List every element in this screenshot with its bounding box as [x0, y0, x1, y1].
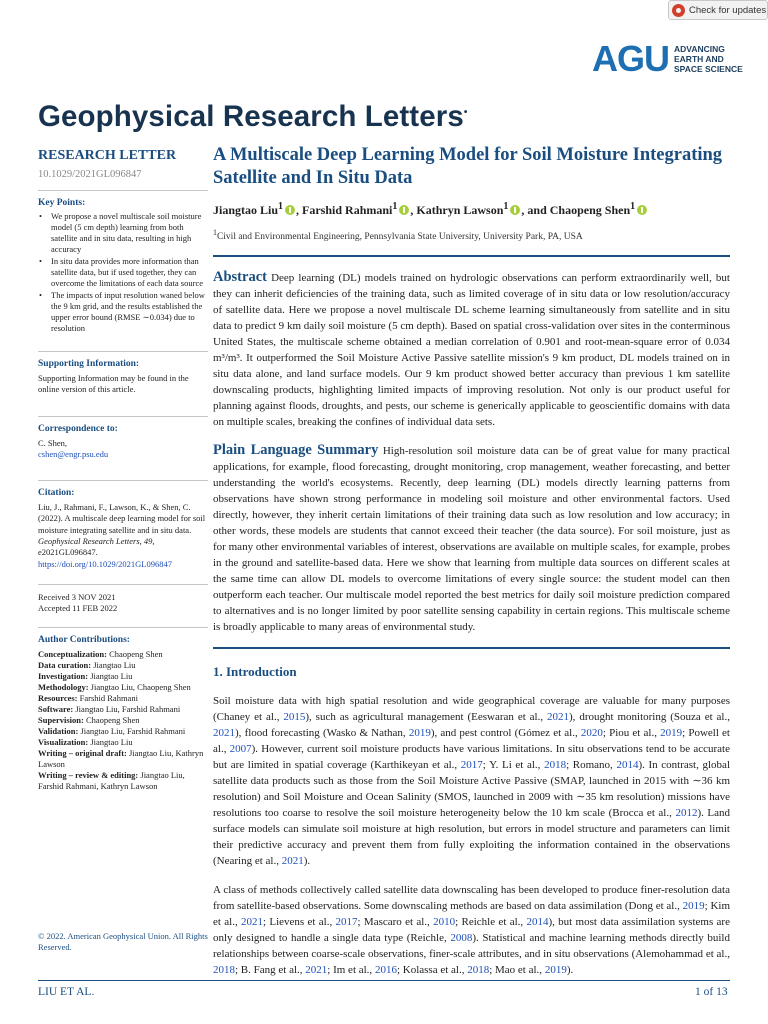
- contribution-names: Chaopeng Shen: [83, 714, 140, 725]
- author-affiliation-marker: 1: [630, 201, 636, 212]
- plain-language-summary: [213, 442, 730, 635]
- paragraph-text: ), such as agricultural management (Eeswaran et al.,: [305, 711, 548, 724]
- header-rule: [213, 255, 730, 257]
- paragraph-text: ; Mao et al.,: [489, 964, 545, 977]
- abstract: [213, 269, 730, 430]
- page-number: 1 of 13: [695, 986, 728, 998]
- paragraph-text: ; Reichle et al.,: [455, 916, 527, 929]
- author-affiliation-marker: 1: [278, 201, 284, 212]
- author-contributions-heading: Author Contributions:: [38, 627, 208, 645]
- orcid-icon[interactable]: [637, 205, 647, 215]
- intro-paragraph-1: [213, 693, 730, 869]
- contribution-role: Software:: [38, 703, 74, 714]
- received-date: Received 3 NOV 2021: [38, 591, 116, 602]
- paragraph-text: ; Kim et al.,: [213, 900, 730, 929]
- contribution-names: Jiangtao Liu, Farshid Rahmani: [73, 703, 181, 714]
- supporting-info-heading: Supporting Information:: [38, 351, 208, 369]
- reference-link[interactable]: 2007: [229, 743, 252, 756]
- article-title: A Multiscale Deep Learning Model for Soil Moisture Integrating Satellite and In Situ Data: [213, 145, 723, 188]
- reference-link[interactable]: 2021: [241, 916, 264, 929]
- key-point: • We propose a novel multiscale soil moisture model (5 cm depth) learning from both satellite and in situ data, resulting in high accuracy: [38, 211, 208, 255]
- key-point: • The impacts of input resolution waned below the 9 km grid, and the results established the upper error bound (RMSE ∼0.034) due to resolution: [38, 290, 208, 334]
- citation-doi-link[interactable]: https://doi.org/10.1029/2021GL096847: [38, 558, 172, 569]
- pls-label: Plain Language Summary: [213, 442, 379, 459]
- paragraph-text: ; Powell et al.,: [213, 727, 730, 756]
- orcid-icon[interactable]: [399, 205, 409, 215]
- author-separator: ,: [296, 203, 303, 217]
- contribution-item: [38, 671, 208, 682]
- reference-link[interactable]: 2018: [467, 964, 490, 977]
- contribution-item: [38, 693, 208, 704]
- section-rule: [213, 647, 730, 649]
- paragraph-text: ).: [303, 855, 311, 868]
- abstract-label: Abstract: [213, 269, 267, 286]
- reference-link[interactable]: 2014: [526, 916, 549, 929]
- author-affiliation-marker: 1: [392, 201, 398, 212]
- author-name: Kathryn Lawson: [416, 203, 504, 217]
- paragraph-text: ), drought monitoring (Souza et al.,: [569, 711, 730, 724]
- contribution-role: Investigation:: [38, 670, 89, 681]
- footer-rule: [38, 980, 730, 981]
- affiliation: $^1$Civil and Environmental Engineering, Pennsylvania State University, University Park, PA, USA: [213, 228, 583, 243]
- pls-text: High-resolution soil moisture data can be of great value for many practical applications, for example, flood forecasting, drought monitoring, crop management, weather forecasting, and better understanding the world's ecosystems. Recently, deep learning (DL) models directly learning patterns from observations have shown strong performance in modeling soil moisture and other environmental factors. Used directly, however, they inherit certain limitations of their training data such as low resolution and low accuracy; in other words, these models are students that cannot exceed their teacher (the data source). For soil moisture, just as for many other environmental variables of interest, observations are available on multiple scales, for example, probes in the ground and satellite-based data. Here we show that learning from multiple data sources on different scales at the same time can allow DL models to overcome limitations of every single source: the student model can then outperform each teacher. Our multiscale model reported the best metrics for daily soil moisture prediction compared to alternatives and is no longer limited by poor satellite sensing capability in certain regions. This multiscale scheme is broadly applicable to many areas of environmental study.: [213, 445, 731, 634]
- citation-text: Liu, J., Rahmani, F., Lawson, K., & Shen, C. (2022). A multiscale deep learning model for soil moisture integrating satellite and in situ data. Geophysical Research Letters, 49, e2021GL096847. https://doi.org/10.1029/2021GL096847: [38, 502, 206, 569]
- author-name: Jiangtao Liu: [213, 203, 279, 217]
- reference-link[interactable]: 2010: [433, 916, 456, 929]
- paragraph-text: ), but most data assimilation systems are only designed to handle a single data type (Reichle,: [213, 916, 730, 945]
- reference-link[interactable]: 2021: [305, 964, 328, 977]
- check-for-updates-label: Check for updates: [689, 4, 767, 16]
- paragraph-text: ; Im et al.,: [327, 964, 375, 977]
- contribution-names: Jiangtao Liu: [88, 670, 133, 681]
- doi[interactable]: 10.1029/2021GL096847: [38, 169, 142, 180]
- author-separator: ,: [410, 203, 417, 217]
- correspondence-heading: Correspondence to:: [38, 416, 208, 434]
- paragraph-text: ). In contrast, global satellite data products such as those from the Soil Moisture Active Passive (SMAP, launched in 2015 with ∼36 km resolution) and Soil Moisture and Ocean Salinity (SMOS, launched in 2009 with ∼35 km resolution) missions have resolutions too coarse to resolve the soil moisture heterogeneity below the 10 km scale (Brocca et al.,: [213, 759, 730, 820]
- reference-link[interactable]: 2018: [544, 759, 567, 772]
- paragraph-text: ; Romano,: [566, 759, 617, 772]
- check-for-updates-button[interactable]: [668, 0, 768, 20]
- contribution-item: [38, 737, 208, 748]
- crossmark-icon: [672, 4, 685, 17]
- contribution-names: Chaopeng Shen: [106, 648, 163, 659]
- contribution-names: Jiangtao Liu, Farshid Rahmani: [78, 725, 186, 736]
- intro-paragraph-2: [213, 882, 730, 978]
- paragraph-text: ; Kolassa et al.,: [396, 964, 468, 977]
- author-affiliation-marker: 1: [503, 201, 509, 212]
- reference-link[interactable]: 2018: [213, 964, 235, 977]
- contribution-item: [38, 715, 208, 726]
- introduction-heading: 1. Introduction: [213, 664, 297, 680]
- contribution-role: Validation:: [38, 725, 79, 736]
- reference-link[interactable]: 2017: [335, 916, 358, 929]
- reference-link[interactable]: 2019: [660, 727, 683, 740]
- paragraph-text: ), and pest control (Gómez et al.,: [430, 727, 581, 740]
- paragraph-text: ; Mascaro et al.,: [357, 916, 434, 929]
- orcid-icon[interactable]: [285, 205, 295, 215]
- agu-logo: [592, 38, 743, 79]
- sidebar: [38, 148, 208, 792]
- contribution-item: [38, 748, 208, 770]
- correspondence-email-link[interactable]: cshen@engr.psu.edu: [38, 448, 109, 459]
- reference-link[interactable]: 2016: [374, 964, 397, 977]
- citation-heading: Citation:: [38, 480, 208, 498]
- paragraph-text: ; Y. Li et al.,: [482, 759, 545, 772]
- journal-title: Geophysical Research Letters•: [38, 100, 468, 133]
- key-points-list: [38, 211, 208, 334]
- contribution-names: Jiangtao Liu: [88, 736, 133, 747]
- abstract-text: Deep learning (DL) models trained on hydrologic observations can perform extraordinarily well, but they can inherit deficiencies of the training data, such as limited coverage of in situ data or low resolution/accuracy of satellite data. Here we propose a novel multiscale DL scheme learning simultaneously from satellite and in situ data to predict 9 km daily soil moisture (5 cm depth). Based on spatial cross-validation over sites in the conterminous United States, the multiscale scheme obtained a median correlation of 0.901 and root-mean-square error of 0.034 m³/m³. It outperformed the Soil Moisture Active Passive satellite mission's 9 km product, DL models trained on in situ data alone, and land surface models. Our 9 km product showed better accuracy than previous 1 km satellite downscaling products, highlighting limited impacts of improving resolution. Not only is our product useful for planning against floods, droughts, and pests, our scheme is generically applicable to geoscientific domains with data on multiple scales, breaking the confines of individual data sets.: [213, 272, 730, 429]
- key-point: • In situ data provides more information than satellite data, but if used together, they can overcome the limitations of each data source: [38, 256, 208, 289]
- contribution-names: Jiangtao Liu, Kathryn Lawson: [38, 747, 204, 769]
- paragraph-text: Soil moisture data with high spatial resolution and wide geographical coverage are valuable for many purposes (Chaney et al.,: [213, 695, 730, 724]
- paragraph-text: ). However, current soil moisture products have various limitations. In situ observations tend to be accurate but are limited in spatial coverage (Karthikeyan et al.,: [213, 743, 730, 772]
- contribution-item: [38, 770, 208, 792]
- reference-link[interactable]: 2008: [450, 932, 473, 945]
- reference-link[interactable]: 2012: [675, 807, 698, 820]
- reference-link[interactable]: 2019: [408, 727, 431, 740]
- contribution-item: [38, 726, 208, 737]
- contribution-role: Resources:: [38, 692, 78, 703]
- paragraph-text: ). Land surface models can simulate soil moisture at high resolution, but errors in model structure and parameters can limit their predictive accuracy and prevent them from fully exploiting the information contained in the observations (Nearing et al.,: [213, 807, 731, 868]
- paragraph-text: A class of methods collectively called satellite data downscaling has been developed to produce finer-resolution data from satellite-based observations. Some downscaling methods are based on data assimilation (Dong et al.,: [213, 884, 730, 913]
- paragraph-text: ; B. Fang et al.,: [235, 964, 306, 977]
- agu-tagline: ADVANCING EARTH AND SPACE SCIENCE: [674, 44, 743, 74]
- paragraph-text: ).: [566, 964, 574, 977]
- author-contributions: [38, 649, 208, 792]
- contribution-names: Jiangtao Liu, Farshid Rahmani, Kathryn Lawson: [38, 769, 185, 791]
- contribution-role: Data curation:: [38, 659, 92, 670]
- contribution-role: Writing – original draft:: [38, 747, 127, 758]
- reference-link[interactable]: 2017: [460, 759, 483, 772]
- contribution-role: Methodology:: [38, 681, 89, 692]
- contribution-role: Supervision:: [38, 714, 84, 725]
- paragraph-text: ), flood forecasting (Wasko & Nathan,: [235, 727, 409, 740]
- reference-link[interactable]: 2021: [213, 727, 235, 740]
- agu-mark: AGU: [592, 38, 669, 79]
- author-name: Chaopeng Shen: [549, 203, 631, 217]
- reference-link[interactable]: 2020: [580, 727, 603, 740]
- correspondence-name: C. Shen,: [38, 437, 68, 448]
- footer-authors: LIU ET AL.: [38, 986, 95, 998]
- article-type: RESEARCH LETTER: [38, 148, 177, 163]
- reference-link[interactable]: 2015: [283, 711, 306, 724]
- author-name: Farshid Rahmani: [302, 203, 393, 217]
- reference-link[interactable]: 2019: [544, 964, 567, 977]
- correspondence-block: [38, 438, 208, 461]
- reference-link[interactable]: 2014: [616, 759, 639, 772]
- contribution-item: [38, 649, 208, 660]
- reference-link[interactable]: 2021: [547, 711, 570, 724]
- reference-link[interactable]: 2021: [281, 855, 304, 868]
- author-separator: , and: [521, 203, 550, 217]
- key-points-heading: Key Points:: [38, 190, 208, 208]
- supporting-info-text: Supporting Information may be found in the online version of this article.: [38, 373, 189, 395]
- accepted-date: Accepted 11 FEB 2022: [38, 603, 118, 614]
- contribution-item: [38, 660, 208, 671]
- paragraph-text: ; Piou et al.,: [602, 727, 661, 740]
- reference-link[interactable]: 2019: [682, 900, 705, 913]
- copyright: © 2022. American Geophysical Union. All Rights Reserved.: [38, 931, 208, 952]
- contribution-item: [38, 682, 208, 693]
- contribution-role: Visualization:: [38, 736, 89, 747]
- contribution-role: Conceptualization:: [38, 648, 107, 659]
- paragraph-text: ). Statistical and machine learning methods directly build relationships between coarse-scale observations, finer-scale attributes, and in situ observations (Alemohammad et al.,: [213, 932, 730, 961]
- dates-block: [38, 584, 208, 615]
- article-main: [213, 144, 730, 978]
- contribution-names: Farshid Rahmani: [77, 692, 138, 703]
- contribution-item: [38, 704, 208, 715]
- contribution-names: Jiangtao Liu: [91, 659, 136, 670]
- contribution-names: Jiangtao Liu, Chaopeng Shen: [88, 681, 191, 692]
- contribution-role: Writing – review & editing:: [38, 769, 139, 780]
- paragraph-text: ; Lievens et al.,: [263, 916, 336, 929]
- author-list: [213, 201, 730, 218]
- orcid-icon[interactable]: [510, 205, 520, 215]
